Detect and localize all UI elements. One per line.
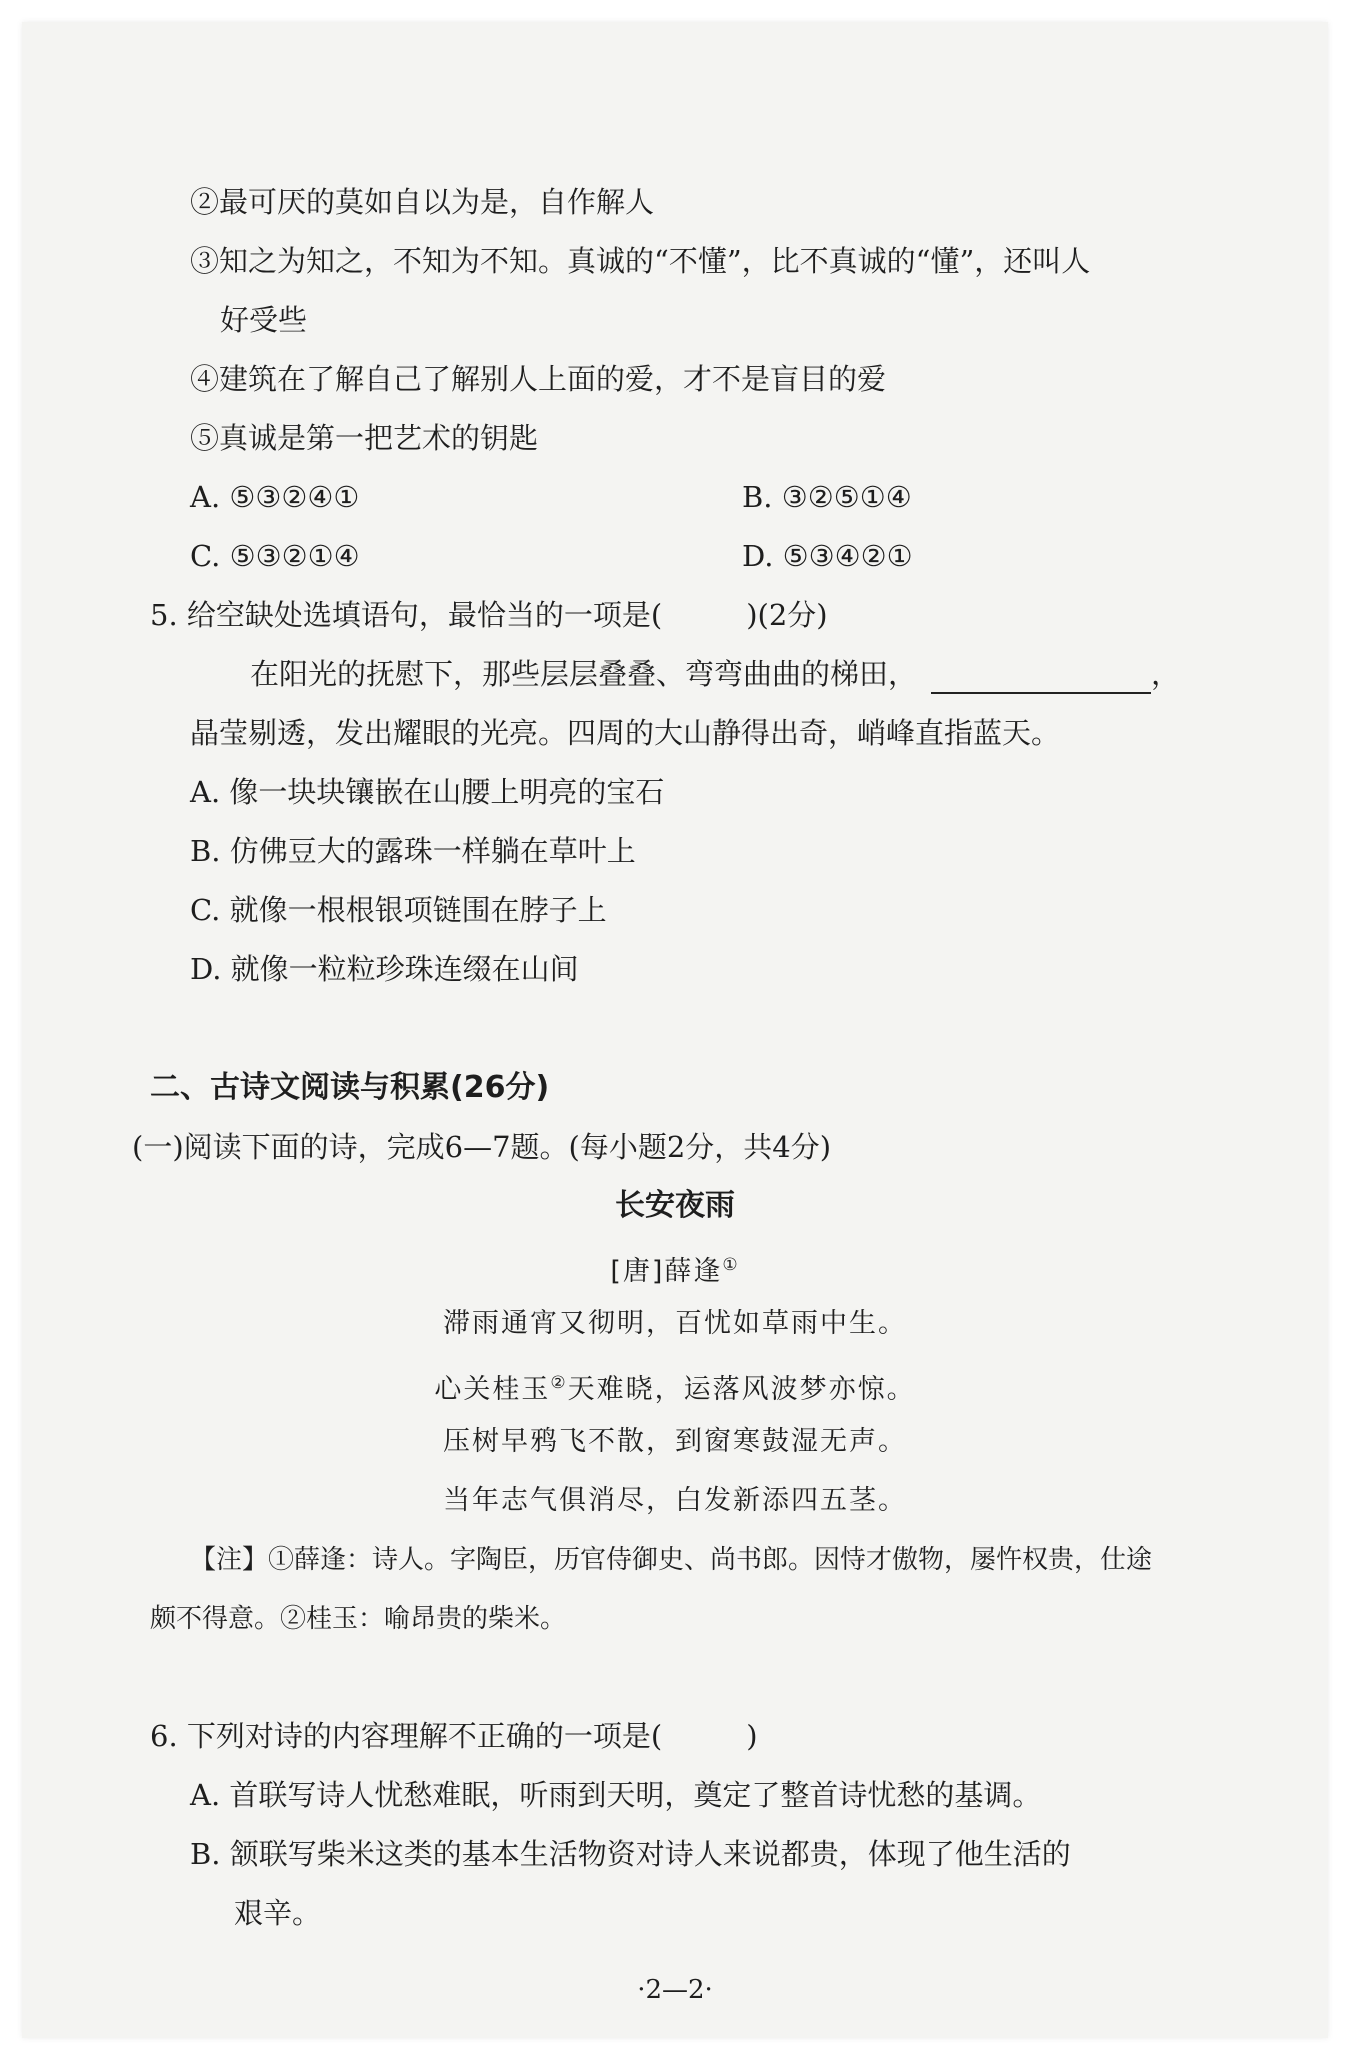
q5-passage-line2: 晶莹剔透，发出耀眼的光亮。四周的大山静得出奇，峭峰直指蓝天。: [190, 716, 1061, 750]
poem-line-2-note-mark: ②: [550, 1373, 568, 1393]
poem-author-note-mark: ①: [722, 1255, 740, 1275]
poem-author: [22, 1245, 1328, 1292]
q4-option-d: D. ⑤③④②①: [742, 539, 913, 573]
q4-sentence-4: ④建筑在了解自己了解别人上面的爱，才不是盲目的爱: [190, 362, 887, 396]
q4-option-c: C. ⑤③②①④: [190, 539, 360, 573]
poem-line-4: 当年志气俱消尽，白发新添四五茎。: [443, 1485, 907, 1516]
q5-stem-start: 5. 给空缺处选填语句，最恰当的一项是(: [150, 598, 663, 632]
q6-option-a: A. 首联写诗人忧愁难眠，听雨到天明，奠定了整首诗忧愁的基调。: [190, 1778, 1042, 1812]
q5-stem: [150, 595, 828, 635]
q5-passage-start: 在阳光的抚慰下，那些层层叠叠、弯弯曲曲的梯田，: [250, 657, 918, 691]
exam-page: [22, 22, 1328, 2038]
q5-option-a: A. 像一块块镶嵌在山腰上明亮的宝石: [190, 775, 665, 809]
q5-passage-line1: [250, 654, 1180, 694]
q4-sentence-3-line2: 好受些: [220, 303, 308, 337]
poem-line-1: 滞雨通宵又彻明，百忧如草雨中生。: [443, 1308, 907, 1339]
q5-stem-end: )(2分): [746, 598, 828, 632]
q6-stem-start: 6. 下列对诗的内容理解不正确的一项是(: [150, 1719, 663, 1753]
q4-sentence-3-line1: ③知之为知之，不知为不知。真诚的“不懂”，比不真诚的“懂”，还叫人: [190, 244, 1091, 278]
poem-author-name: [唐]薛逢: [610, 1256, 723, 1287]
q5-passage-comma: ，: [1151, 657, 1181, 691]
q6-stem: [150, 1716, 758, 1756]
poem-title: 长安夜雨: [615, 1188, 735, 1223]
q4-sentence-2: ②最可厌的莫如自以为是，自作解人: [190, 185, 655, 219]
q4-sentence-5: ⑤真诚是第一把艺术的钥匙: [190, 421, 539, 455]
poem-notes-line2: 颇不得意。②桂玉：喻昂贵的柴米。: [150, 1604, 567, 1634]
poem-line-2-end: 天难晓，运落风波梦亦惊。: [567, 1374, 916, 1405]
poem-line-2: [22, 1363, 1328, 1410]
q5-fill-blank: [931, 662, 1151, 694]
poem-notes-line1: 【注】①薛逢：诗人。字陶臣，历官侍御史、尚书郎。因恃才傲物，屡忤权贵，仕途: [190, 1545, 1153, 1575]
q5-option-b: B. 仿佛豆大的露珠一样躺在草叶上: [190, 834, 636, 868]
q4-option-a: A. ⑤③②④①: [190, 480, 360, 514]
page-number: ·2—2·: [637, 1975, 713, 2005]
section2-title: 二、古诗文阅读与积累(26分): [150, 1070, 550, 1105]
poem-line-2-start: 心关桂玉: [434, 1374, 551, 1405]
section2-part1-instruction: (一)阅读下面的诗，完成6—7题。(每小题2分，共4分): [132, 1130, 832, 1164]
q5-option-d: D. 就像一粒粒珍珠连缀在山间: [190, 952, 579, 986]
q5-option-c: C. 就像一根根银项链围在脖子上: [190, 893, 607, 927]
q4-option-b: B. ③②⑤①④: [742, 480, 912, 514]
q6-option-b-line1: B. 颔联写柴米这类的基本生活物资对诗人来说都贵，体现了他生活的: [190, 1837, 1071, 1871]
q6-option-b-line2: 艰辛。: [234, 1896, 322, 1930]
q6-stem-end: ): [746, 1719, 758, 1753]
poem-line-3: 压树早鸦飞不散，到窗寒鼓湿无声。: [443, 1426, 907, 1457]
